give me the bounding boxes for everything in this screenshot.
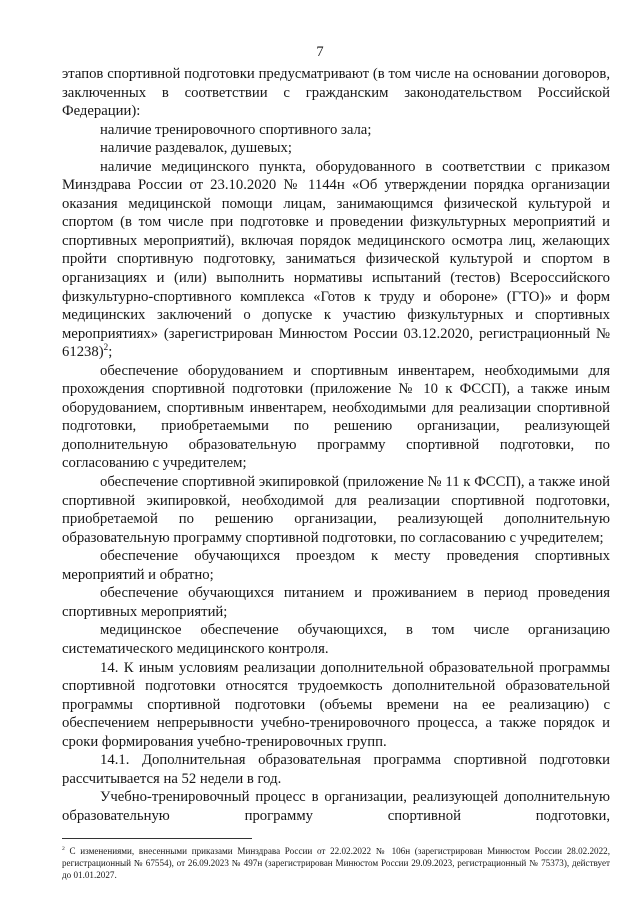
footnote-separator <box>62 838 252 839</box>
document-body <box>62 65 610 825</box>
footnote-text: С изменениями, внесенными приказами Минздрава России от 22.02.2022 № 106н (зарегистрирован Минюстом России 28.02.2022, регистрационный № 67554), от 26.09.2023 № 497н (зарегистрирован Минюстом России 29.09.2023, регистрационный № 75373), действует до 01.01.2027. <box>62 846 610 881</box>
paragraph-text: наличие медицинского пункта, оборудованного в соответствии с приказом Минздрава России от 23.10.2020 № 1144н «Об утверждении порядка организации оказания медицинской помощи лицам, занимающимся физической культурой и спортом (в том числе при подготовке и проведении физкультурных мероприятий и спортивных мероприятий), включая порядок медицинского осмотра лиц, желающих пройти спортивную подготовку, заниматься физической культурой и спортом в организациях и (или) выполнить нормативы испытаний (тестов) Всероссийского физкультурно-спортивного комплекса «Готов к труду и обороне» (ГТО)» и форм медицинских заключений о допуске к участию физкультурных и спортивных мероприятиях» (зарегистрирован Минюстом России 03.12.2020, регистрационный № 61238) <box>62 158 610 361</box>
footnote-reference: 2 <box>103 342 109 353</box>
paragraph-text: медицинское обеспечение обучающихся, в том числе организацию систематического медицинского контроля. <box>62 622 610 657</box>
paragraph <box>62 158 610 362</box>
paragraph-suffix: ; <box>108 344 113 361</box>
paragraph <box>62 751 610 788</box>
paragraph <box>62 584 610 621</box>
paragraph-text: 14. К иным условиям реализации дополнительной образовательной программы спортивной подготовки относятся трудоемкость дополнительной образовательной программы спортивной подготовки (объемы времени на ее реализацию) с обеспечением непрерывности учебно-тренировочного процесса, а также порядок и сроки формирования учебно-тренировочных групп. <box>62 659 610 750</box>
paragraph-text: наличие раздевалок, душевых; <box>100 140 292 157</box>
paragraph <box>62 621 610 658</box>
paragraph <box>62 788 610 825</box>
paragraph <box>62 139 610 158</box>
paragraph <box>62 547 610 584</box>
page-number: 7 <box>316 44 324 60</box>
paragraph <box>62 659 610 752</box>
paragraph-text: этапов спортивной подготовки предусматривают (в том числе на основании договоров, заключенных в соответствии с гражданским законодательством Российской Федерации): <box>62 66 610 120</box>
paragraph <box>62 473 610 547</box>
paragraph-text: 14.1. Дополнительная образовательная программа спортивной подготовки рассчитывается на 52 недели в год. <box>62 752 610 787</box>
paragraph-text: обеспечение обучающихся проездом к месту проведения спортивных мероприятий и обратно; <box>62 548 610 583</box>
footnote-marker: 2 <box>62 845 65 852</box>
paragraph-text: обеспечение обучающихся питанием и проживанием в период проведения спортивных мероприятий; <box>62 585 610 620</box>
paragraph-text: Учебно-тренировочный процесс в организации, реализующей дополнительную образовательную программу спортивной подготовки, <box>62 789 610 824</box>
paragraph <box>62 121 610 140</box>
paragraph-text: наличие тренировочного спортивного зала; <box>100 121 372 138</box>
paragraph <box>62 362 610 473</box>
paragraph-text: обеспечение оборудованием и спортивным инвентарем, необходимыми для прохождения спортивной подготовки (приложение № 10 к ФССП), а также иным оборудованием, спортивным инвентарем, необходимыми для реализации спортивной подготовки, приобретаемыми по решению организации, реализующей дополнительную образовательную программу спортивной подготовки, по согласованию с учредителем; <box>62 362 610 472</box>
paragraph-text: обеспечение спортивной экипировкой (приложение № 11 к ФССП), а также иной спортивной экипировкой, необходимой для реализации спортивной подготовки, приобретаемой по решению организации, реализующей дополнительную образовательную программу спортивной подготовки, по согласованию с учредителем; <box>62 474 610 546</box>
footnote <box>62 845 610 882</box>
paragraph <box>62 65 610 121</box>
